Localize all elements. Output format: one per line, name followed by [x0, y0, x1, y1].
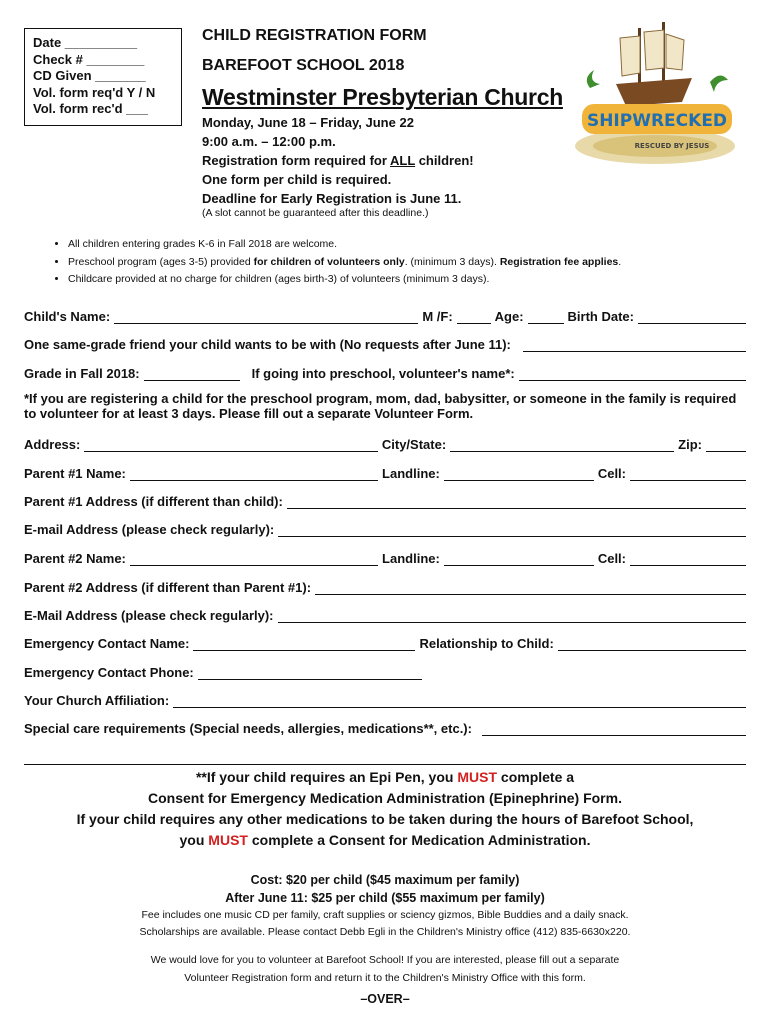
- relationship-input[interactable]: [558, 637, 746, 651]
- emergency-name-label: Emergency Contact Name:: [24, 636, 190, 651]
- emergency-phone-input[interactable]: [198, 666, 422, 680]
- zip-label: Zip:: [678, 437, 702, 452]
- church-affiliation-label: Your Church Affiliation:: [24, 693, 170, 708]
- parent1-landline-input[interactable]: [444, 467, 594, 481]
- cost-line: Cost: $20 per child ($45 maximum per family): [250, 873, 520, 887]
- form-title: CHILD REGISTRATION FORM: [202, 27, 427, 44]
- birth-date-input[interactable]: [638, 310, 746, 324]
- special-care-label: Special care requirements (Special needs, allergies, medications**, etc.):: [24, 721, 472, 736]
- over-label: –OVER–: [360, 992, 410, 1006]
- email2-input[interactable]: [278, 609, 746, 623]
- list-item: • Preschool program (ages 3-5) provided for children of volunteers only. (minimum 3 days). Registration fee applies.: [68, 254, 621, 272]
- grade-input[interactable]: [144, 367, 240, 381]
- date-field: Date __________: [33, 35, 138, 50]
- deadline-line: Deadline for Early Registration is June 11.: [202, 191, 462, 206]
- office-use-box: [24, 28, 182, 126]
- child-info-row: [24, 309, 746, 324]
- cd-given-field: CD Given _______: [33, 68, 146, 83]
- event-dates: Monday, June 18 – Friday, June 22: [202, 115, 414, 130]
- emergency-phone-label: Emergency Contact Phone:: [24, 665, 194, 680]
- vol-form-required-field: Vol. form req'd Y / N: [33, 84, 156, 100]
- eligibility-list: [40, 236, 621, 289]
- special-care-input[interactable]: [482, 722, 746, 736]
- child-name-input[interactable]: [114, 310, 418, 324]
- parent2-name-input[interactable]: [130, 552, 378, 566]
- relationship-label: Relationship to Child:: [419, 636, 554, 651]
- slot-note: (A slot cannot be guaranteed after this deadline.): [202, 207, 429, 219]
- fee-includes-line: Fee includes one music CD per family, craft supplies or sciency gizmos, Bible Buddies and a daily snack.: [141, 909, 629, 921]
- email2-row: [24, 608, 746, 623]
- vol-form-received-field: Vol. form rec'd ___: [33, 101, 148, 116]
- city-state-label: City/State:: [381, 437, 447, 452]
- friend-label: One same-grade friend your child wants to be with (No requests after June 11):: [24, 337, 511, 352]
- child-name-label: Child's Name:: [24, 309, 111, 324]
- age-label: Age:: [494, 309, 524, 324]
- logo-word: SHIPWRECKED: [586, 111, 728, 131]
- address-label: Address:: [24, 437, 81, 452]
- preschool-volunteer-note: *If you are registering a child for the preschool program, mom, dad, babysitter, or someone in the family is required to volunteer for at least 3 days. Please fill out a separate Volunteer Form.: [24, 391, 737, 421]
- emergency-name-input[interactable]: [193, 637, 415, 651]
- special-care-row: [24, 721, 746, 736]
- grade-row: [24, 366, 746, 381]
- sex-input[interactable]: [457, 310, 491, 324]
- friend-row: [24, 337, 746, 352]
- preschool-volunteer-input[interactable]: [519, 367, 746, 381]
- church-row: [24, 693, 746, 708]
- cell-label: Cell:: [597, 466, 626, 481]
- grade-label: Grade in Fall 2018:: [24, 366, 140, 381]
- volunteer-form-line: Volunteer Registration form and return it to the Children's Ministry Office with this form.: [184, 972, 586, 984]
- landline-label: Landline:: [382, 551, 440, 566]
- special-care-second-line[interactable]: [24, 764, 746, 765]
- sex-label: M /F:: [422, 309, 453, 324]
- medication-consent-line: you MUST complete a Consent for Medication Administration.: [179, 832, 591, 848]
- parent2-address-input[interactable]: [315, 581, 746, 595]
- program-title: BAREFOOT SCHOOL 2018: [202, 57, 405, 74]
- list-item: • Childcare provided at no charge for children (ages birth-3) of volunteers (minimum 3 days).: [68, 271, 621, 289]
- parent1-name-label: Parent #1 Name:: [24, 466, 126, 481]
- age-input[interactable]: [528, 310, 564, 324]
- parent2-cell-input[interactable]: [630, 552, 746, 566]
- friend-input[interactable]: [523, 338, 746, 352]
- parent2-address-row: [24, 580, 746, 595]
- list-item: • All children entering grades K-6 in Fall 2018 are welcome.: [68, 236, 621, 254]
- one-form-line: One form per child is required.: [202, 172, 392, 187]
- zip-input[interactable]: [706, 438, 746, 452]
- scholarship-line: Scholarships are available. Please contact Debb Egli in the Children's Ministry office (412) 835-6630x220.: [139, 926, 631, 938]
- requirement-line: Registration form required for ALL children!: [202, 153, 474, 168]
- event-info: [202, 113, 474, 208]
- event-time: 9:00 a.m. – 12:00 p.m.: [202, 134, 336, 149]
- parent1-row: [24, 466, 746, 481]
- shipwrecked-ship-icon: [560, 18, 750, 168]
- parent2-landline-input[interactable]: [444, 552, 594, 566]
- volunteer-invite-line: We would love for you to volunteer at Barefoot School! If you are interested, please fill out a separate: [150, 954, 620, 966]
- parent1-name-input[interactable]: [130, 467, 378, 481]
- shipwrecked-logo: [560, 18, 750, 168]
- email1-label: E-mail Address (please check regularly):: [24, 522, 275, 537]
- preschool-volunteer-label: If going into preschool, volunteer's name*:: [251, 366, 515, 381]
- church-name: Westminster Presbyterian Church: [202, 84, 563, 110]
- parent1-address-row: [24, 494, 746, 509]
- address-input[interactable]: [84, 438, 378, 452]
- email1-row: [24, 522, 746, 537]
- epipen-line: **If your child requires an Epi Pen, you MUST complete a: [195, 769, 575, 785]
- parent2-address-label: Parent #2 Address (if different than Parent #1):: [24, 580, 312, 595]
- church-affiliation-input[interactable]: [173, 694, 746, 708]
- parent1-address-label: Parent #1 Address (if different than child):: [24, 494, 283, 509]
- check-field: Check # ________: [33, 51, 145, 67]
- email2-label: E-Mail Address (please check regularly):: [24, 608, 274, 623]
- emergency-phone-row: [24, 665, 746, 680]
- landline-label: Landline:: [382, 466, 440, 481]
- must-emphasis: MUST: [457, 769, 498, 785]
- birth-date-label: Birth Date:: [567, 309, 634, 324]
- city-state-input[interactable]: [450, 438, 674, 452]
- other-medication-line: If your child requires any other medications to be taken during the hours of Barefoot School,: [76, 811, 694, 827]
- emergency-contact-row: [24, 636, 746, 651]
- parent1-cell-input[interactable]: [630, 467, 746, 481]
- epipen-consent-line: Consent for Emergency Medication Administration (Epinephrine) Form.: [148, 790, 622, 806]
- address-row: [24, 437, 746, 452]
- parent1-address-input[interactable]: [287, 495, 746, 509]
- email1-input[interactable]: [278, 523, 746, 537]
- logo-tag: RESCUED BY JESUS: [634, 142, 710, 150]
- parent2-name-label: Parent #2 Name:: [24, 551, 126, 566]
- cell-label: Cell:: [597, 551, 626, 566]
- parent2-row: [24, 551, 746, 566]
- must-emphasis: MUST: [208, 832, 248, 848]
- late-cost-line: After June 11: $25 per child ($55 maximum per family): [225, 891, 545, 905]
